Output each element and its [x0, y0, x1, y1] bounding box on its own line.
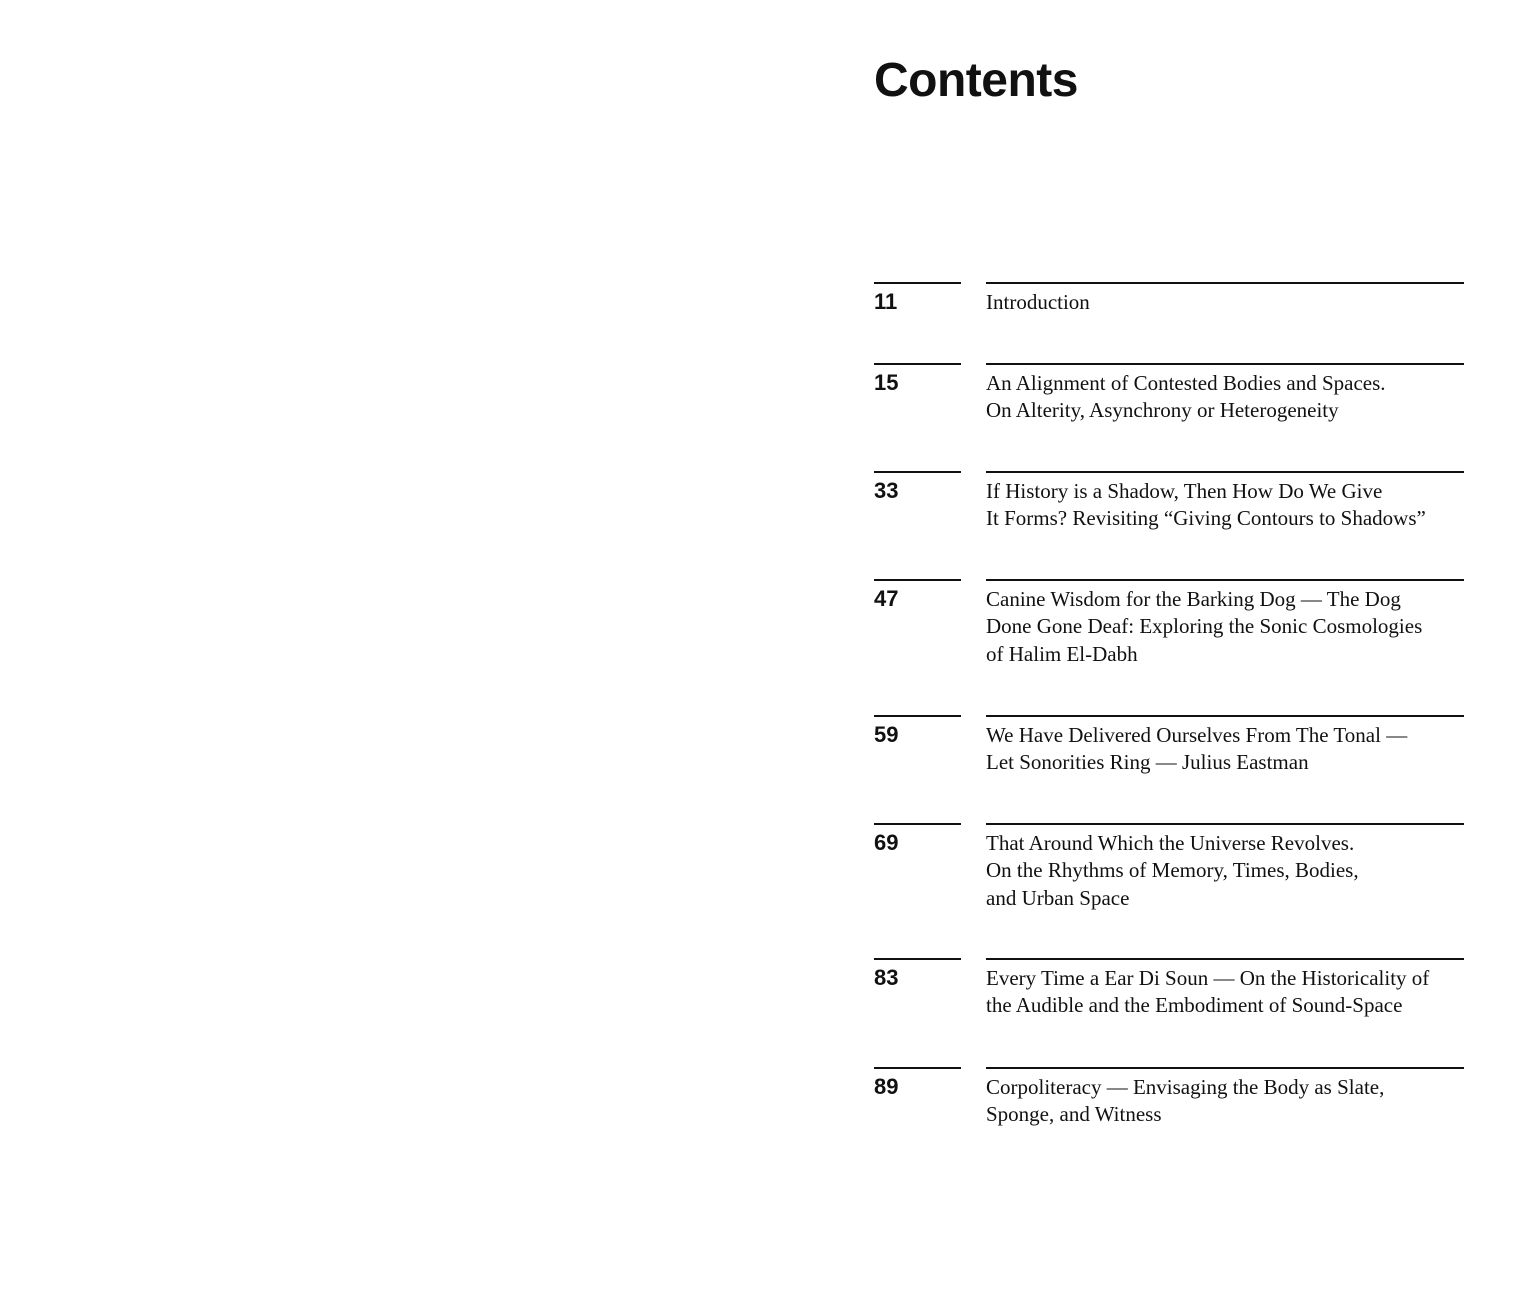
- entry-title: [986, 965, 1486, 1020]
- title-rule: [986, 958, 1464, 960]
- page-number-rule: [874, 363, 961, 365]
- page-number: 59: [874, 722, 899, 747]
- entry-title: [986, 586, 1486, 668]
- entry-title: [986, 722, 1486, 777]
- entry-title: [986, 830, 1486, 912]
- page-number: 69: [874, 830, 899, 855]
- entry-title: [986, 478, 1486, 533]
- entry-title-line: On Alterity, Asynchrony or Heterogeneity: [986, 398, 1339, 423]
- entry-title-line: Let Sonorities Ring — Julius Eastman: [986, 750, 1309, 775]
- entry-title-line: An Alignment of Contested Bodies and Spaces.: [986, 371, 1386, 395]
- page-number-rule: [874, 579, 961, 581]
- page-number-rule: [874, 715, 961, 717]
- page-number-rule: [874, 471, 961, 473]
- page-number: 11: [874, 289, 898, 314]
- page-number: 47: [874, 586, 899, 611]
- entry-title-line: Sponge, and Witness: [986, 1102, 1162, 1127]
- page-number: 83: [874, 965, 899, 990]
- page-title: Contents: [874, 54, 1078, 107]
- title-rule: [986, 471, 1464, 473]
- title-rule: [986, 579, 1464, 581]
- page-number: 89: [874, 1074, 899, 1099]
- title-rule: [986, 363, 1464, 365]
- entry-title: [986, 370, 1486, 425]
- entry-title-line: of Halim El-Dabh: [986, 641, 1138, 666]
- entry-title-line: Corpoliteracy — Envisaging the Body as Slate,: [986, 1075, 1385, 1099]
- title-rule: [986, 282, 1464, 284]
- title-rule: [986, 823, 1464, 825]
- title-rule: [986, 1067, 1464, 1069]
- entry-title-line: On the Rhythms of Memory, Times, Bodies,: [986, 858, 1359, 883]
- entry-title-line: We Have Delivered Ourselves From The Tonal —: [986, 723, 1408, 747]
- page-number-rule: [874, 282, 961, 284]
- entry-title-line: That Around Which the Universe Revolves.: [986, 831, 1355, 855]
- entry-title-line: If History is a Shadow, Then How Do We Give: [986, 479, 1383, 503]
- entry-title: [986, 289, 1486, 316]
- entry-title-line: Canine Wisdom for the Barking Dog — The Dog: [986, 587, 1401, 611]
- entry-title-line: and Urban Space: [986, 885, 1130, 910]
- page-number: 33: [874, 478, 899, 503]
- entry-title-line: Every Time a Ear Di Soun — On the Historicality of: [986, 966, 1430, 990]
- page-number-rule: [874, 958, 961, 960]
- entry-title-line: Done Gone Deaf: Exploring the Sonic Cosmologies: [986, 614, 1423, 639]
- page-number-rule: [874, 1067, 961, 1069]
- entry-title-line: It Forms? Revisiting “Giving Contours to Shadows”: [986, 506, 1426, 531]
- entry-title-line: the Audible and the Embodiment of Sound-Space: [986, 993, 1403, 1018]
- entry-title: [986, 1074, 1486, 1129]
- entry-title-line: Introduction: [986, 290, 1090, 314]
- page-number-rule: [874, 823, 961, 825]
- page-number: 15: [874, 370, 899, 395]
- title-rule: [986, 715, 1464, 717]
